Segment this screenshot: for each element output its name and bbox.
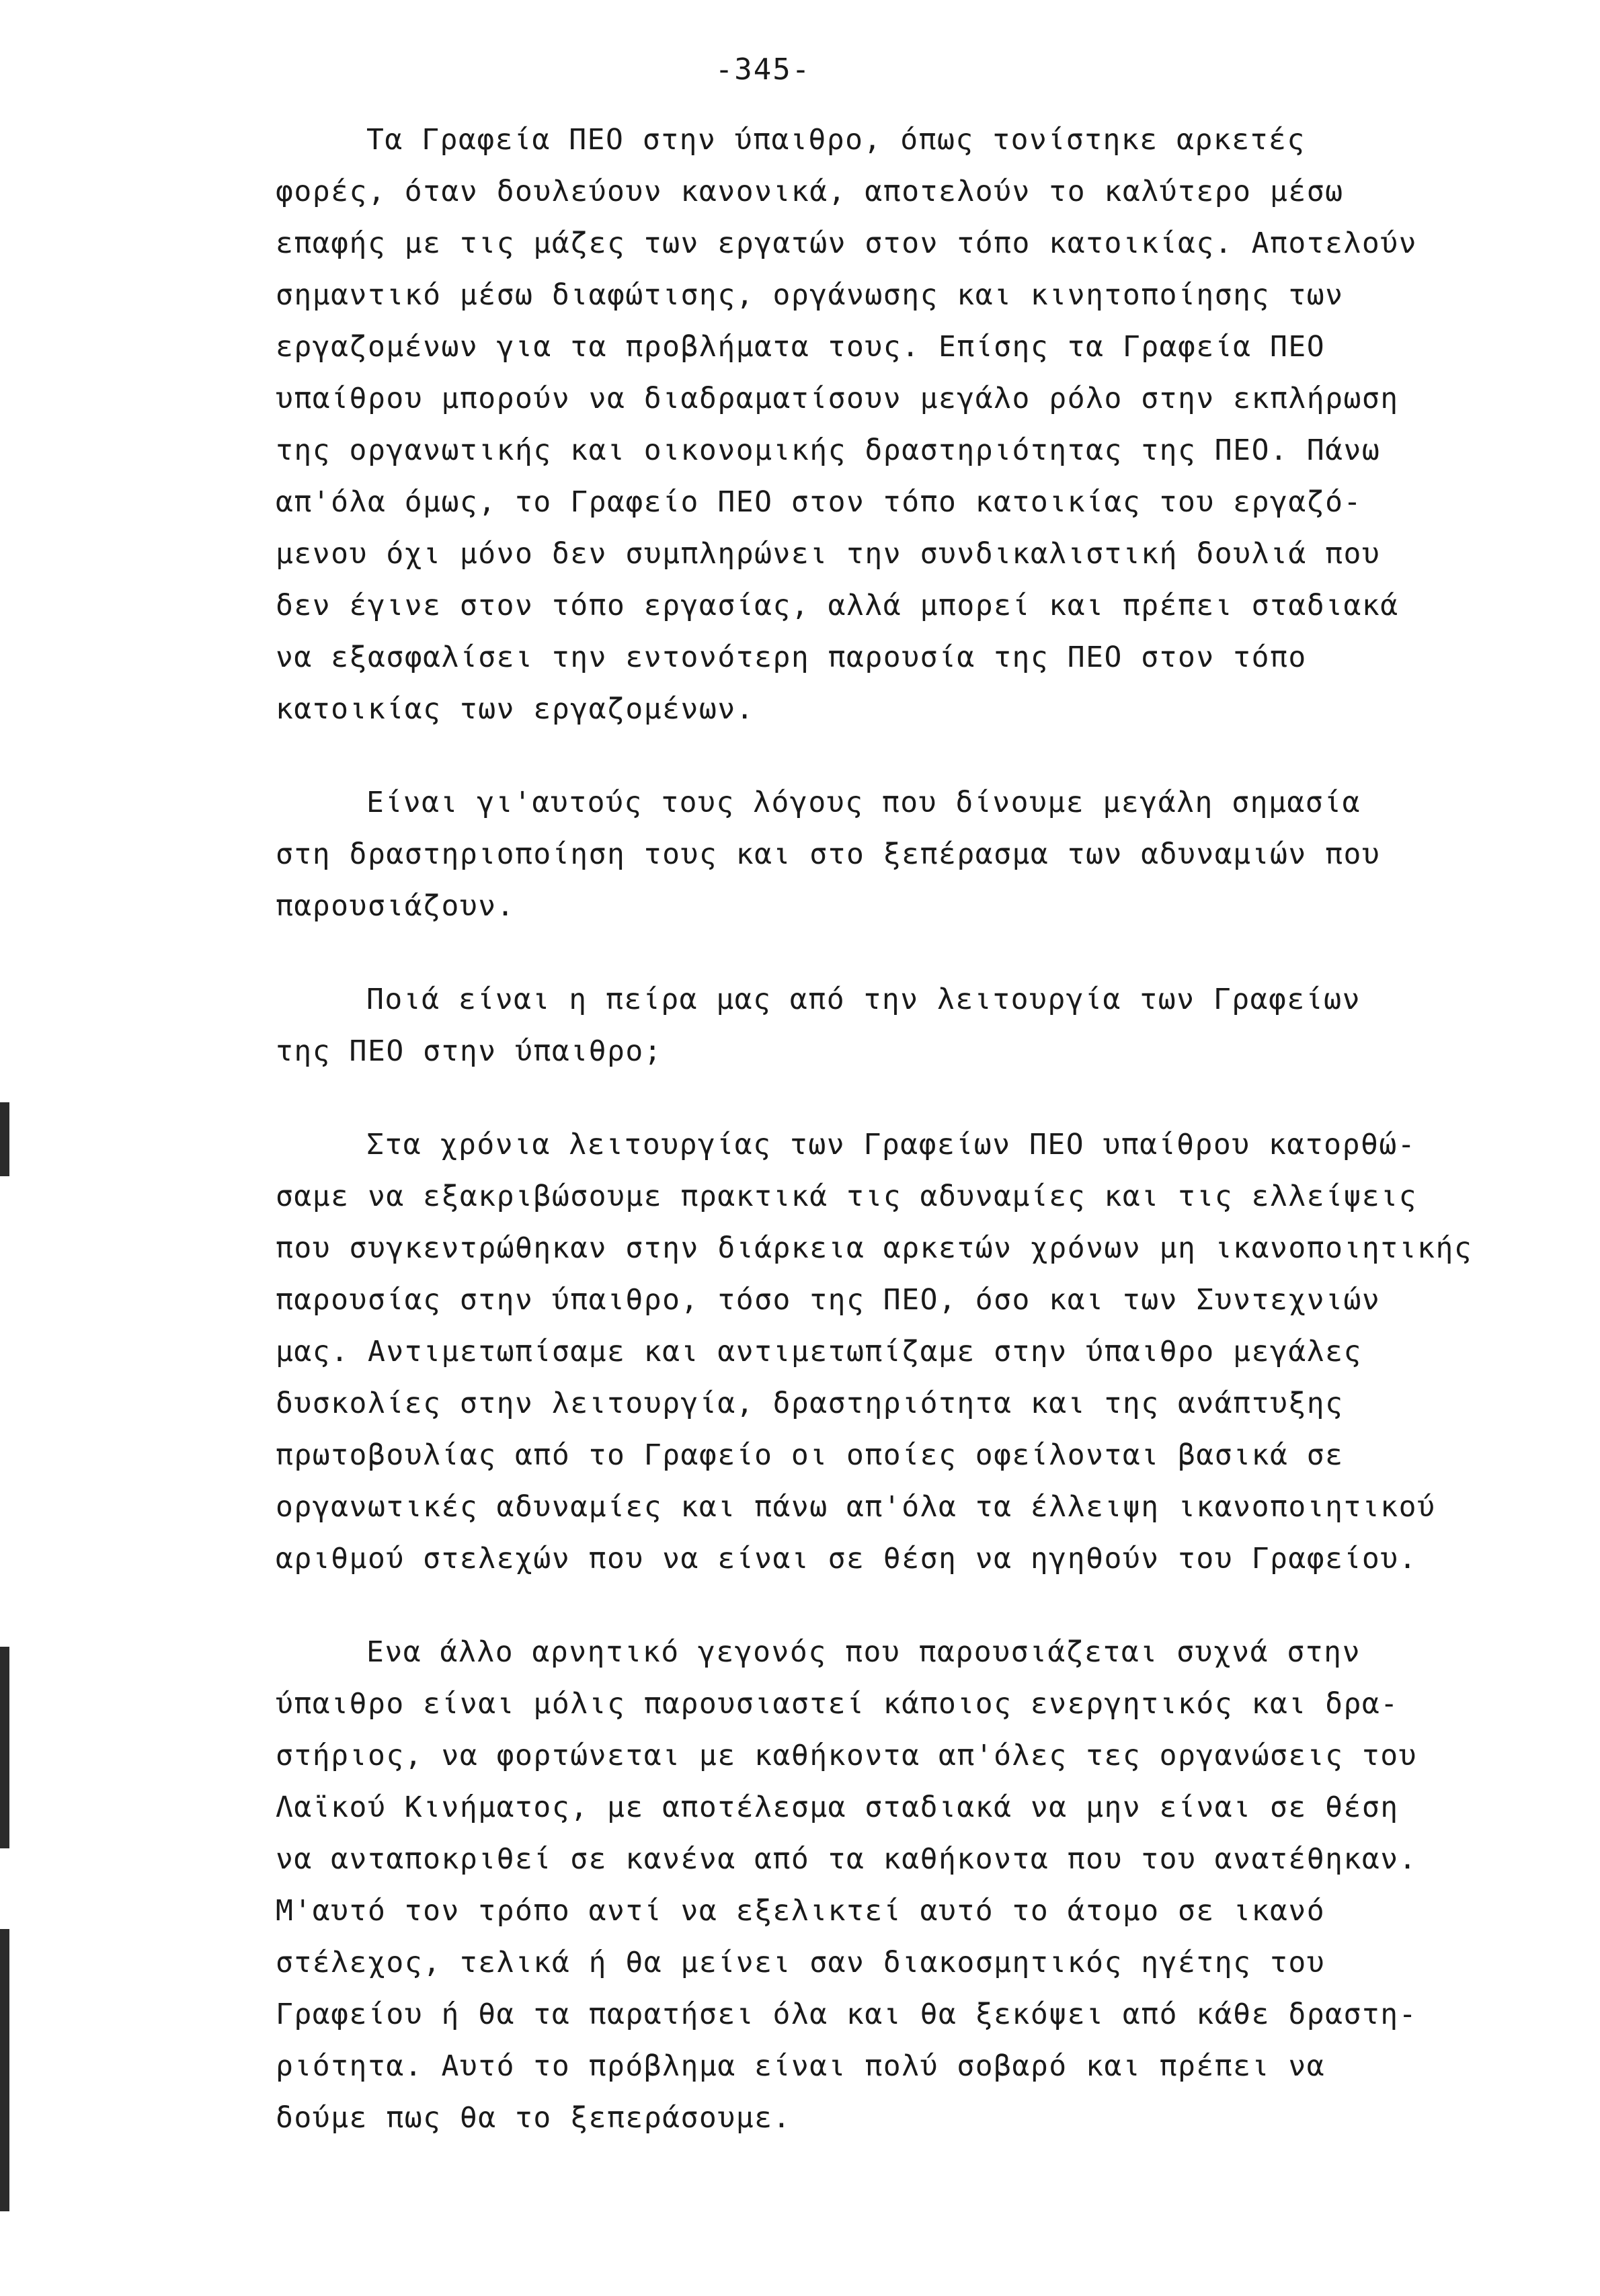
text-line: επαφής με τις μάζες των εργατών στον τόπο κατοικίας. Αποτελούν bbox=[276, 227, 1418, 260]
text-line: Ενα άλλο αρνητικό γεγονός που παρουσιάζεται συχνά στην bbox=[366, 1635, 1361, 1669]
text-line: παρουσίας στην ύπαιθρο, τόσο της ΠΕΟ, όσο και των Συντεχνιών bbox=[276, 1283, 1381, 1317]
paragraph bbox=[276, 114, 1593, 735]
text-line: Τα Γραφεία ΠΕΟ στην ύπαιθρο, όπως τονίστηκε αρκετές bbox=[366, 123, 1306, 157]
text-line: μας. Αντιμετωπίσαμε και αντιμετωπίζαμε στην ύπαιθρο μεγάλες bbox=[276, 1335, 1362, 1368]
text-line: στήριος, να φορτώνεται με καθήκοντα απ'όλες τες οργανώσεις του bbox=[276, 1739, 1418, 1772]
paragraph bbox=[276, 777, 1593, 932]
text-line: παρουσιάζουν. bbox=[276, 889, 516, 923]
binding-edge-mark bbox=[0, 1102, 9, 1176]
text-line: να ανταποκριθεί σε κανένα από τα καθήκοντα που του ανατέθηκαν. bbox=[276, 1842, 1418, 1876]
text-line: δεν έγινε στον τόπο εργασίας, αλλά μπορεί και πρέπει σταδιακά bbox=[276, 589, 1399, 622]
text-line: οργανωτικές αδυναμίες και πάνω απ'όλα τα έλλειψη ικανοποιητικού bbox=[276, 1490, 1436, 1524]
text-line: Είναι γι'αυτούς τους λόγους που δίνουμε μεγάλη σημασία bbox=[366, 786, 1361, 819]
text-line: σαμε να εξακριβώσουμε πρακτικά τις αδυναμίες και τις ελλείψεις bbox=[276, 1180, 1418, 1213]
text-line: στέλεχος, τελικά ή θα μείνει σαν διακοσμητικός ηγέτης του bbox=[276, 1946, 1326, 1979]
paragraph bbox=[276, 1627, 1593, 2144]
text-line: στη δραστηριοποίηση τους και στο ξεπέρασμα των αδυναμιών που bbox=[276, 837, 1381, 871]
paragraph bbox=[276, 974, 1593, 1077]
page-number: -345- bbox=[715, 52, 811, 87]
body-text bbox=[276, 114, 1593, 2186]
text-line: πρωτοβουλίας από το Γραφείο οι οποίες οφείλονται βασικά σε bbox=[276, 1438, 1344, 1472]
text-line: αριθμού στελεχών που να είναι σε θέση να ηγηθούν του Γραφείου. bbox=[276, 1542, 1418, 1575]
text-line: κατοικίας των εργαζομένων. bbox=[276, 692, 755, 726]
text-line: δυσκολίες στην λειτουργία, δραστηριότητα και της ανάπτυξης bbox=[276, 1387, 1344, 1420]
paragraph bbox=[276, 1119, 1593, 1585]
binding-edge-mark bbox=[0, 1929, 9, 2211]
text-line: ύπαιθρο είναι μόλις παρουσιαστεί κάποιος ενεργητικός και δρα- bbox=[276, 1687, 1399, 1721]
text-line: μενου όχι μόνο δεν συμπληρώνει την συνδικαλιστική δουλιά που bbox=[276, 537, 1381, 571]
text-line: απ'όλα όμως, το Γραφείο ΠΕΟ στον τόπο κατοικίας του εργαζό- bbox=[276, 485, 1362, 519]
text-line: της ΠΕΟ στην ύπαιθρο; bbox=[276, 1034, 663, 1068]
text-line: που συγκεντρώθηκαν στην διάρκεια αρκετών χρόνων μη ικανοποιητικής bbox=[276, 1231, 1473, 1265]
text-line: φορές, όταν δουλεύουν κανονικά, αποτελούν το καλύτερο μέσω bbox=[276, 175, 1344, 208]
text-line: Γραφείου ή θα τα παρατήσει όλα και θα ξεκόψει από κάθε δραστη- bbox=[276, 1998, 1418, 2031]
text-line: δούμε πως θα το ξεπεράσουμε. bbox=[276, 2101, 791, 2135]
binding-edge-mark bbox=[0, 1647, 9, 1848]
text-line: Στα χρόνια λειτουργίας των Γραφείων ΠΕΟ υπαίθρου κατορθώ- bbox=[366, 1128, 1416, 1161]
text-line: υπαίθρου μπορούν να διαδραματίσουν μεγάλο ρόλο στην εκπλήρωση bbox=[276, 382, 1399, 415]
text-line: εργαζομένων για τα προβλήματα τους. Επίσης τα Γραφεία ΠΕΟ bbox=[276, 330, 1326, 364]
text-line: Λαϊκού Κινήματος, με αποτέλεσμα σταδιακά να μην είναι σε θέση bbox=[276, 1791, 1399, 1824]
text-line: σημαντικό μέσω διαφώτισης, οργάνωσης και κινητοποίησης των bbox=[276, 278, 1344, 312]
text-line: Ποιά είναι η πείρα μας από την λειτουργία των Γραφείων bbox=[366, 983, 1361, 1016]
text-line: Μ'αυτό τον τρόπο αντί να εξελικτεί αυτό το άτομο σε ικανό bbox=[276, 1894, 1326, 1928]
text-line: ριότητα. Αυτό το πρόβλημα είναι πολύ σοβαρό και πρέπει να bbox=[276, 2049, 1326, 2083]
text-line: να εξασφαλίσει την εντονότερη παρουσία της ΠΕΟ στον τόπο bbox=[276, 641, 1307, 674]
text-line: της οργανωτικής και οικονομικής δραστηριότητας της ΠΕΟ. Πάνω bbox=[276, 434, 1381, 467]
